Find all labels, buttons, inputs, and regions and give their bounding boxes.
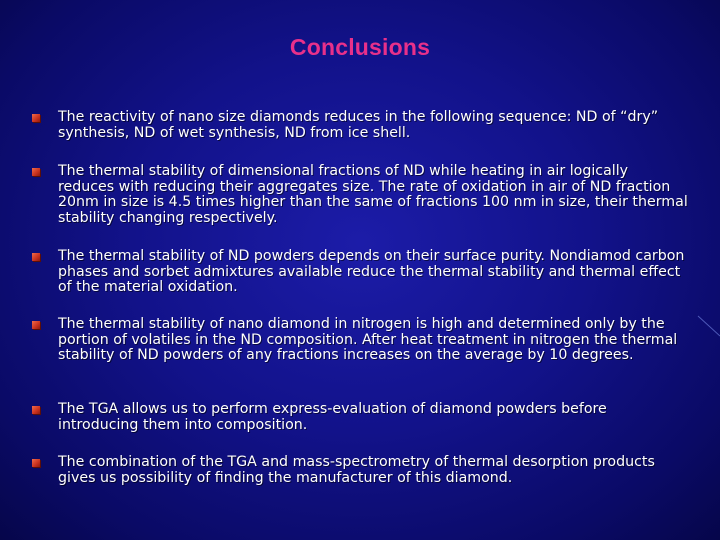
bullet-marker-icon (32, 321, 40, 329)
bullet-text: The thermal stability of nano diamond in nitrogen is high and determined only by the portion of volatiles in the ND composition. After heat treatment in nitrogen the thermal stability of ND powders of any fractions increases on the average by 10 degrees. (58, 316, 678, 363)
decorative-line (690, 310, 720, 340)
bullet-marker-icon (32, 114, 40, 122)
bullet-text: The combination of the TGA and mass-spectrometry of thermal desorption products gives us possibility of finding the manufacturer of this diamond. (58, 454, 655, 486)
bullet-text: The TGA allows us to perform express-evaluation of diamond powders before introducing them into composition. (58, 401, 607, 433)
slide-title: Conclusions (289, 34, 431, 60)
bullet-marker-icon (32, 168, 40, 176)
bullet-marker-icon (32, 459, 40, 467)
bullet-marker-icon (32, 253, 40, 261)
bullet-text: The reactivity of nano size diamonds reduces in the following sequence: ND of “dry” synthesis, ND of wet synthesis, ND from ice shell. (58, 109, 659, 141)
bullet-text: The thermal stability of ND powders depends on their surface purity. Nondiamod carbon phases and sorbet admixtures available reduce the thermal stability and thermal effect of the material oxidation. (58, 248, 685, 295)
bullet-marker-icon (32, 406, 40, 414)
bullet-text: The thermal stability of dimensional fractions of ND while heating in air logically reduces with reducing their aggregates size. The rate of oxidation in air of ND fraction 20nm in size is 4.5 times higher than the same of fractions 100 nm in size, their thermal stability changing respectively. (58, 163, 688, 226)
